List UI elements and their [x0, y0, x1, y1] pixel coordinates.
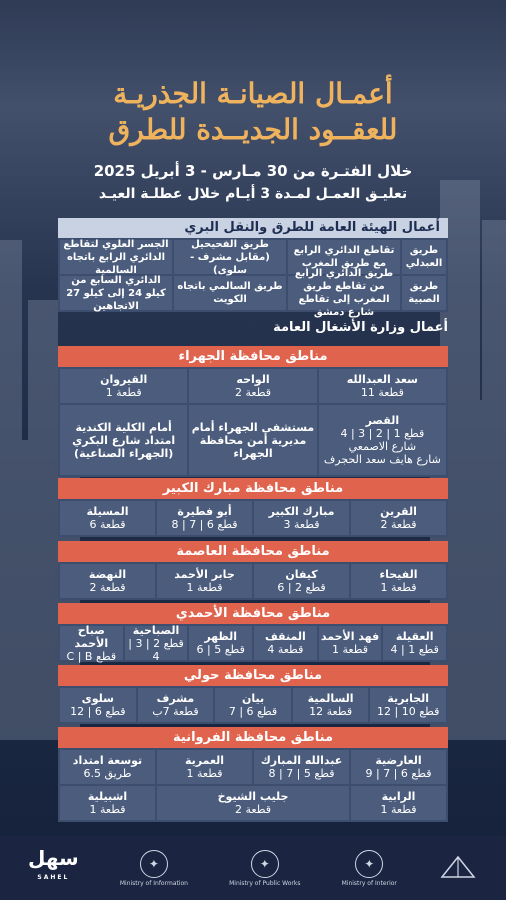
- area-cell: اشبيلية قطعة 1: [60, 786, 155, 820]
- road-cell: طريق الصبية: [402, 276, 446, 310]
- mubarak-header: مناطق محافظة مبارك الكبير: [58, 478, 448, 499]
- ministry-information-logo: ✦ Ministry of Information: [120, 850, 188, 887]
- road-cell: طريق الدائري الرابع من تقاطع طريق المغرب إلى تقاطع شارع دمشق: [288, 276, 400, 310]
- roads-authority-section: [58, 218, 448, 318]
- area-cell: أمام الكلية الكندية امتداد شارع البكري (الجهراء الصناعية): [60, 405, 187, 475]
- hawalli-section: [58, 665, 448, 724]
- ahmadi-header: مناطق محافظة الأحمدي: [58, 603, 448, 624]
- area-cell: سعد العبدالله قطعة 11: [319, 369, 446, 403]
- area-cell: بيان قطع 6 | 7: [215, 688, 291, 722]
- area-cell: الصباحية قطع 2 | 3 | 4: [125, 626, 188, 660]
- area-cell: مستشفى الجهراء أمام مديرية أمن محافظة الجهراء: [189, 405, 316, 475]
- mubarak-grid: [58, 499, 448, 537]
- area-cell: المسيلة قطعة 6: [60, 501, 155, 535]
- road-cell: تقاطع الدائري الرابع مع طريق المغرب: [288, 240, 400, 274]
- ship-icon: [438, 853, 478, 883]
- area-cell: العقيلة قطع 1 | 4: [383, 626, 446, 660]
- suspension-text: تعليـق العمـل لمـدة 3 أيـام خلال عطلـة العيـد: [98, 186, 408, 202]
- farwaniya-header: مناطق محافظة الفروانية: [58, 727, 448, 748]
- area-cell: الواحه قطعة 2: [189, 369, 316, 403]
- area-cell: توسعة امتداد طريق 6.5: [60, 750, 155, 784]
- area-cell: العارضية قطع 6 | 7 | 9: [351, 750, 446, 784]
- area-cell: القرين قطعة 2: [351, 501, 446, 535]
- public-works-header: أعمال وزارة الأشغال العامة: [273, 320, 448, 335]
- area-cell: الفيحاء قطعة 1: [351, 564, 446, 598]
- area-cell: سلوى قطع 6 | 12: [60, 688, 136, 722]
- area-cell: النهضة قطعة 2: [60, 564, 155, 598]
- area-cell: الظهر قطع 5 | 6: [189, 626, 252, 660]
- ahmadi-section: [58, 603, 448, 662]
- area-cell: السالمية قطعة 12: [293, 688, 369, 722]
- mubarak-section: [58, 478, 448, 537]
- area-cell: كيفان قطع 2 | 6: [254, 564, 349, 598]
- road-cell: طريق العبدلي: [402, 240, 446, 274]
- area-cell: القيروان قطعة 1: [60, 369, 187, 403]
- hawalli-grid: [58, 686, 448, 724]
- hawalli-header: مناطق محافظة حولي: [58, 665, 448, 686]
- jahra-section: [58, 346, 448, 477]
- area-cell: الجابرية قطع 10 | 12: [370, 688, 446, 722]
- road-cell: طريق الفحيحيل (مقابل مشرف - سلوى): [174, 240, 286, 274]
- ministry-public-works-logo: ✦ Ministry of Public Works: [229, 850, 300, 887]
- emblem-icon: ✦: [355, 850, 383, 878]
- area-cell: مبارك الكبير قطعة 3: [254, 501, 349, 535]
- capital-header: مناطق محافظة العاصمة: [58, 541, 448, 562]
- area-cell: فهد الأحمد قطعة 1: [319, 626, 382, 660]
- title-line-1: أعمـال الصيانـة الجذريـة: [113, 77, 393, 110]
- area-cell: جليب الشيوخ قطعة 2: [157, 786, 349, 820]
- roads-authority-header: أعمال الهيئة العامة للطرق والنقل البري: [58, 218, 448, 238]
- emblem-icon: ✦: [140, 850, 168, 878]
- jahra-grid: [58, 367, 448, 477]
- roads-authority-grid: [58, 238, 448, 318]
- area-cell: عبدالله المبارك قطع 5 | 7 | 8: [254, 750, 349, 784]
- road-cell: طريق السالمي باتجاه الكويت: [174, 276, 286, 310]
- public-works-section: [58, 318, 448, 338]
- area-cell: صباح الأحمد قطع C | B: [60, 626, 123, 660]
- period-text: خلال الفتـرة من 30 مـارس - 3 أبريل 2025: [93, 162, 413, 180]
- area-cell: أبو فطيرة قطع 6 | 7 | 8: [157, 501, 252, 535]
- footer-logos: [0, 836, 506, 900]
- farwaniya-grid: [58, 748, 448, 822]
- area-cell: المنقف قطعة 4: [254, 626, 317, 660]
- area-cell: مشرف قطعة 7ب: [138, 688, 214, 722]
- title-line-2: للعقــود الجديــدة للطرق: [108, 113, 398, 146]
- road-cell: الجسر العلوي لتقاطع الدائري الرابع باتجاه السالمية: [60, 240, 172, 274]
- area-cell: الرابية قطعة 1: [351, 786, 446, 820]
- capital-section: [58, 541, 448, 600]
- area-cell: جابر الأحمد قطعة 1: [157, 564, 252, 598]
- ahmadi-grid: [58, 624, 448, 662]
- jahra-header: مناطق محافظة الجهراء: [58, 346, 448, 367]
- emblem-icon: ✦: [251, 850, 279, 878]
- capital-grid: [58, 562, 448, 600]
- roads-authority-logo: [438, 853, 478, 883]
- main-title: [0, 76, 506, 148]
- road-cell: الدائري السابع من كيلو 24 إلى كيلو 27 الاتجاهين: [60, 276, 172, 310]
- sahel-logo: سهل SAHEL: [28, 846, 79, 881]
- area-cell: العمرية قطعة 1: [157, 750, 252, 784]
- farwaniya-section: [58, 727, 448, 822]
- ministry-interior-logo: ✦ Ministry of Interior: [342, 850, 397, 887]
- area-cell: القصر قطع 1 | 2 | 3 | 4 شارع الاصمعي شارع هايف سعد الحجرف: [319, 405, 446, 475]
